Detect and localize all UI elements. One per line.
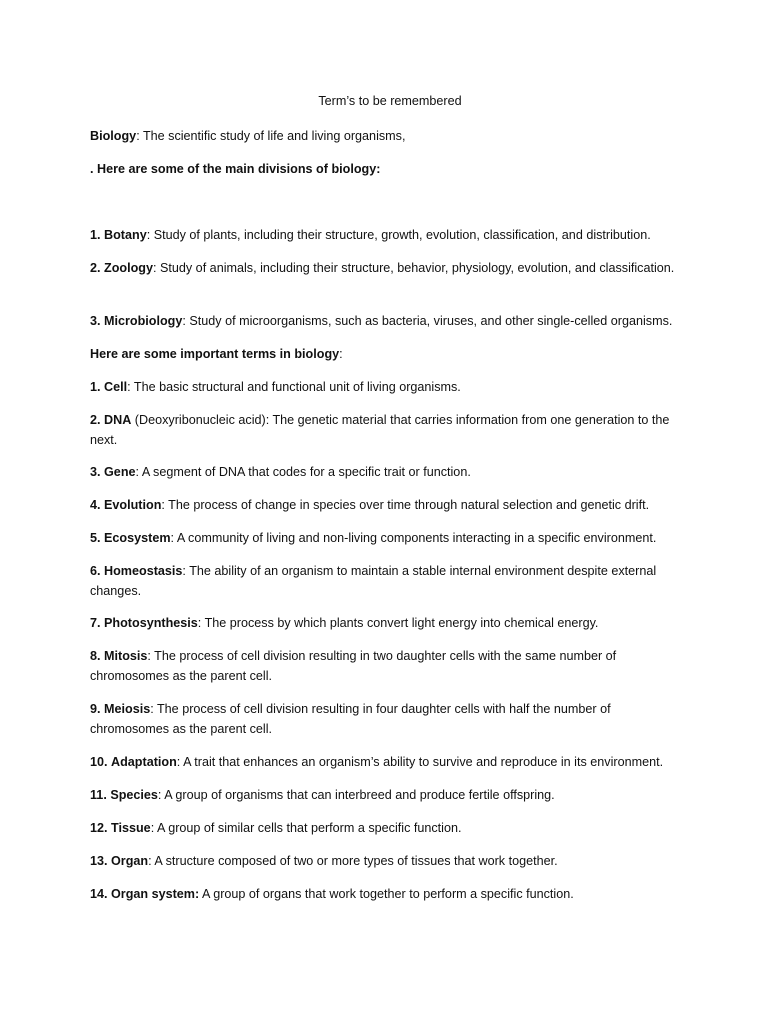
division-number: 3.: [90, 314, 101, 328]
term-definition: : A structure composed of two or more types of tissues that work together.: [148, 854, 558, 868]
term-item: [90, 885, 680, 905]
term-number: 9.: [90, 702, 101, 716]
term-name: Ecosystem: [104, 531, 171, 545]
term-number: 12.: [90, 821, 108, 835]
term-item: [90, 529, 680, 549]
intro-term: Biology: [90, 129, 137, 143]
term-definition: : The basic structural and functional unit of living organisms.: [127, 380, 461, 394]
term-definition: A group of organs that work together to perform a specific function.: [199, 887, 574, 901]
term-number: 13.: [90, 854, 108, 868]
term-item: [90, 647, 680, 686]
term-definition: : A group of similar cells that perform a specific function.: [150, 821, 462, 835]
term-name: Species: [110, 788, 158, 802]
division-term: Microbiology: [104, 314, 183, 328]
term-number: 11.: [90, 788, 107, 802]
term-item: [90, 378, 680, 398]
divisions-heading-text: . Here are some of the main divisions of biology:: [90, 162, 381, 176]
term-definition: : The process of change in species over time through natural selection and genetic drift.: [161, 498, 650, 512]
term-name: Organ system:: [111, 887, 200, 901]
term-name: Homeostasis: [104, 564, 183, 578]
term-item: [90, 614, 680, 634]
terms-heading: [90, 345, 680, 365]
term-number: 10.: [90, 755, 108, 769]
term-number: 2.: [90, 413, 101, 427]
division-item: [90, 312, 680, 332]
term-item: [90, 753, 690, 773]
term-definition: : A segment of DNA that codes for a specific trait or function.: [135, 465, 471, 479]
term-name: Cell: [104, 380, 128, 394]
document-title: Term’s to be remembered: [318, 94, 462, 108]
term-name: Organ: [111, 854, 149, 868]
term-item: [90, 411, 680, 450]
term-definition: : A community of living and non-living components interacting in a specific environment.: [170, 531, 657, 545]
term-name: DNA: [104, 413, 132, 427]
term-number: 8.: [90, 649, 101, 663]
term-number: 3.: [90, 465, 101, 479]
intro-paragraph: [90, 127, 680, 147]
division-text: : Study of plants, including their structure, growth, evolution, classification, and distribution.: [146, 228, 651, 242]
term-item: [90, 786, 680, 806]
term-name: Evolution: [104, 498, 162, 512]
intro-text: : The scientific study of life and living organisms,: [136, 129, 406, 143]
term-definition: : A trait that enhances an organism’s ability to survive and reproduce in its environment.: [176, 755, 664, 769]
term-name: Mitosis: [104, 649, 148, 663]
term-number: 5.: [90, 531, 101, 545]
term-item: [90, 562, 680, 601]
term-item: [90, 496, 680, 516]
term-definition: : A group of organisms that can interbreed and produce fertile offspring.: [157, 788, 555, 802]
division-text: : Study of microorganisms, such as bacteria, viruses, and other single-celled organisms.: [182, 314, 673, 328]
term-definition: : The ability of an organism to maintain a stable internal environment despite external changes.: [90, 564, 657, 598]
term-name: Gene: [104, 465, 136, 479]
term-number: 14.: [90, 887, 108, 901]
term-item: [90, 463, 680, 483]
division-number: 1.: [90, 228, 101, 242]
term-item: [90, 819, 680, 839]
division-text: : Study of animals, including their structure, behavior, physiology, evolution, and classification.: [152, 261, 675, 275]
division-number: 2.: [90, 261, 101, 275]
terms-heading-bold: Here are some important terms in biology: [90, 347, 340, 361]
terms-heading-colon: :: [339, 347, 343, 361]
term-number: 6.: [90, 564, 101, 578]
term-definition: : The process of cell division resulting in two daughter cells with the same number of chromosomes as the parent cell.: [90, 649, 617, 683]
term-name: Tissue: [111, 821, 151, 835]
division-item: [90, 259, 680, 279]
term-name: Photosynthesis: [104, 616, 198, 630]
term-definition: : The process by which plants convert light energy into chemical energy.: [197, 616, 599, 630]
term-item: [90, 700, 680, 739]
division-term: Zoology: [104, 261, 153, 275]
division-term: Botany: [104, 228, 147, 242]
term-number: 1.: [90, 380, 101, 394]
term-definition: (Deoxyribonucleic acid): The genetic material that carries information from one generation to the next.: [90, 413, 670, 447]
term-number: 7.: [90, 616, 101, 630]
division-item: [90, 226, 680, 246]
term-item: [90, 852, 680, 872]
divisions-heading: [90, 160, 680, 180]
term-name: Adaptation: [111, 755, 177, 769]
term-definition: : The process of cell division resulting in four daughter cells with half the number of chromosomes as the parent cell.: [90, 702, 611, 736]
term-name: Meiosis: [104, 702, 151, 716]
term-number: 4.: [90, 498, 101, 512]
